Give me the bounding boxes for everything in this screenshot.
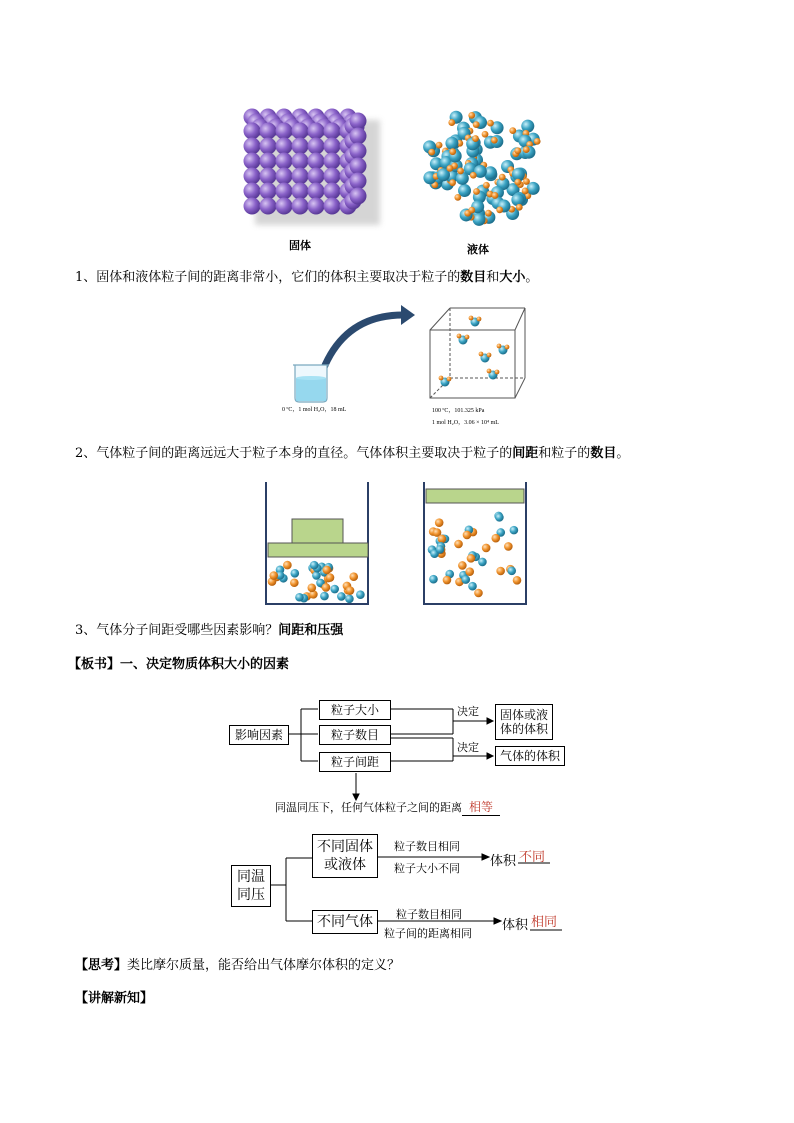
expanded-gas-particle: [435, 518, 444, 527]
solid-particle: [324, 153, 341, 170]
piston-plate-high: [426, 489, 524, 503]
expanded-gas-particle: [458, 561, 467, 570]
liquid-particle-small: [473, 121, 480, 128]
solid-particle: [244, 183, 261, 200]
solid-particle: [276, 153, 293, 170]
liquid-particle-small: [468, 112, 475, 119]
liquid-particle-small: [492, 192, 499, 199]
condition-2b: 粒子间的距离相同: [384, 927, 472, 940]
solid-particle: [350, 128, 367, 145]
water-hydrogen: [447, 377, 452, 382]
think-paragraph: [75, 957, 400, 975]
volume-answer-1: 不同: [519, 850, 546, 865]
solid-particle: [308, 138, 325, 155]
water-hydrogen: [457, 334, 462, 339]
volume-label-2: 体积: [502, 918, 529, 933]
paragraph-1-bold-number: 数目: [460, 270, 487, 285]
solid-particle: [308, 183, 325, 200]
expanded-gas-particle: [491, 534, 500, 543]
liquid-particle-small: [514, 147, 521, 154]
expanded-gas-particle: [495, 513, 504, 522]
compressed-gas-particle: [337, 592, 346, 601]
water-hydrogen: [477, 317, 482, 322]
solid-particle: [292, 153, 309, 170]
liquid-particle-small: [448, 119, 455, 126]
compressed-gas-particle: [326, 573, 335, 582]
water-hydrogen: [505, 345, 510, 350]
particle-number-box: 粒子数目: [319, 725, 391, 745]
transition-arrow: [323, 315, 403, 370]
solid-particle: [308, 168, 325, 185]
liquid-particle-small: [468, 207, 475, 214]
solid-particle: [260, 198, 277, 215]
solid-particle: [350, 188, 367, 205]
paragraph-2-mid: 和粒子的: [538, 446, 591, 461]
water-hydrogen: [497, 344, 502, 349]
water-hydrogen: [439, 376, 444, 381]
compressed-gas-particle: [349, 572, 358, 581]
compressed-gas-particle: [322, 566, 331, 575]
liquid-particle-small: [514, 179, 521, 186]
expanded-gas-particle: [478, 558, 487, 567]
solid-particle: [350, 173, 367, 190]
box-caption-line-1: 100 ºC，101.325 kPa: [432, 408, 485, 414]
expanded-gas-particle: [496, 567, 505, 576]
liquid-particle-small: [449, 179, 456, 186]
expanded-gas-particle: [429, 575, 438, 584]
liquid-particle-small: [483, 182, 490, 189]
liquid-particle-large: [473, 213, 486, 226]
liquid-particle-small: [491, 137, 498, 144]
liquid-particle-small: [449, 148, 456, 155]
solid-particle: [308, 123, 325, 140]
equal-distance-text: 同温同压下，任何气体粒子之间的距离: [275, 801, 462, 814]
particle-spacing-box: 粒子间距: [319, 752, 391, 772]
compressed-gas-particle: [310, 561, 319, 570]
expanded-gas-particle: [507, 566, 516, 575]
solid-caption: 固体: [289, 239, 311, 252]
paragraph-3: [75, 622, 343, 640]
liquid-particle-small: [470, 172, 477, 179]
liquid-particle-large: [456, 172, 469, 185]
liquid-particle-small: [522, 188, 529, 195]
expanded-gas-particle: [438, 535, 447, 544]
liquid-particle-small: [457, 168, 464, 175]
expanded-gas-particle: [443, 576, 452, 585]
solid-particle: [350, 113, 367, 130]
expanded-gas-particle: [463, 531, 472, 540]
same-temp-pressure-box: 同温同压: [231, 865, 271, 907]
liquid-particle-small: [523, 178, 530, 185]
solid-particle: [244, 138, 261, 155]
liquid-particle-small: [509, 127, 516, 134]
expanded-gas-particle: [474, 589, 483, 598]
solid-particle: [292, 198, 309, 215]
solid-particle: [292, 168, 309, 185]
liquid-particle-small: [454, 194, 461, 201]
compressed-gas-particle: [320, 592, 329, 601]
solid-particle: [350, 143, 367, 160]
beaker-icon: [293, 365, 329, 402]
volume-label-1: 体积: [490, 854, 517, 869]
expanded-gas-particle: [436, 545, 445, 554]
paragraph-1-and: 和: [486, 270, 500, 285]
new-knowledge-heading: 【讲解新知】: [75, 991, 154, 1006]
think-question: 类比摩尔质量，能否给出气体摩尔体积的定义？: [127, 958, 401, 973]
solid-particle: [276, 183, 293, 200]
volume-comparison-diagram: [228, 828, 573, 943]
compressed-gas-particle: [269, 571, 278, 580]
weight-block: [292, 519, 343, 543]
liquid-particle-small: [496, 206, 503, 213]
solid-particle: [324, 138, 341, 155]
water-hydrogen: [469, 316, 474, 321]
paragraph-1: [75, 269, 538, 287]
condition-1a: 粒子数目相同: [394, 840, 460, 853]
solid-particle: [260, 123, 277, 140]
liquid-particle-small: [473, 188, 480, 195]
paragraph-2-bold-number: 数目: [590, 446, 617, 461]
compressed-gas-particle: [356, 590, 365, 599]
compressed-gas-particle: [322, 583, 331, 592]
solid-particle: [276, 138, 293, 155]
solid-liquid-illustration: [230, 95, 570, 265]
paragraph-2-end: 。: [616, 446, 630, 461]
condition-1b: 粒子大小不同: [394, 862, 460, 875]
paragraph-3-answer: 间距和压强: [278, 623, 344, 638]
compressed-container: [266, 482, 368, 604]
compressed-gas-particle: [290, 578, 299, 587]
water-hydrogen: [479, 352, 484, 357]
factors-box: 影响因素: [229, 725, 289, 745]
solid-liquid-figure: [230, 95, 570, 265]
solid-particle: [260, 138, 277, 155]
result-solid-liquid-volume: 固体或液体的体积: [495, 704, 553, 740]
water-hydrogen: [487, 369, 492, 374]
compressed-gas-particle: [346, 586, 355, 595]
expanded-gas-particle: [482, 544, 491, 553]
solid-particle: [276, 168, 293, 185]
solid-particle: [324, 198, 341, 215]
decide-label-2: 决定: [457, 741, 479, 754]
solid-particle: [244, 168, 261, 185]
compressed-gas-particle: [295, 593, 304, 602]
expanded-gas-particle: [465, 567, 474, 576]
solid-particle: [292, 183, 309, 200]
solid-liquid-box: 不同固体或液体: [312, 834, 378, 878]
compressed-gas-particle: [307, 583, 316, 592]
solid-particle: [292, 138, 309, 155]
box-caption-line-2: 1 mol H₂O，3.06 × 10⁴ mL: [432, 420, 499, 426]
solid-particle: [260, 183, 277, 200]
liquid-particle-small: [523, 146, 530, 153]
equal-distance-note: [275, 796, 500, 816]
arrow-head: [401, 305, 415, 325]
piston-figure: [262, 482, 532, 608]
liquid-particle-small: [534, 138, 541, 145]
liquid-caption: 液体: [467, 243, 489, 256]
solid-particle: [260, 153, 277, 170]
solid-particle: [244, 198, 261, 215]
solid-particle: [244, 153, 261, 170]
paragraph-1-end: 。: [525, 270, 539, 285]
solid-particle: [350, 158, 367, 175]
liquid-particle-small: [482, 131, 489, 138]
solid-particle: [324, 168, 341, 185]
particle-size-box: 粒子大小: [319, 700, 391, 720]
paragraph-2-text: 2、气体粒子间的距离远远大于粒子本身的直径。气体体积主要取决于粒子的: [75, 446, 513, 461]
liquid-particle-small: [485, 210, 492, 217]
paragraph-2: [75, 445, 629, 463]
liquid-particle-large: [445, 137, 458, 150]
solid-particle: [276, 123, 293, 140]
paragraph-1-text: 1、固体和液体粒子间的距离非常小，它们的体积主要取决于粒子的: [75, 270, 461, 285]
liquid-particle-small: [436, 142, 443, 149]
liquid-particle-small: [516, 204, 523, 211]
solid-particle: [244, 123, 261, 140]
compressed-gas-particle: [330, 585, 339, 594]
condition-2a: 粒子数目相同: [396, 908, 462, 921]
expanded-gas-particle: [513, 576, 522, 585]
solid-particle: [292, 123, 309, 140]
liquid-particle-small: [472, 135, 479, 142]
result-gas-volume: 气体的体积: [495, 746, 565, 766]
piston-plate: [268, 543, 368, 557]
water-hydrogen: [465, 335, 470, 340]
expanded-gas-particle: [467, 554, 476, 563]
solid-particle: [308, 153, 325, 170]
compressed-gas-particle: [345, 595, 354, 604]
solid-particle: [324, 183, 341, 200]
water-hydrogen: [495, 370, 500, 375]
liquid-particle-small: [499, 174, 506, 181]
volume-answer-2: 相同: [531, 915, 558, 930]
water-hydrogen: [487, 353, 492, 358]
beaker-caption: 0 ºC，1 mol H₂O，18 mL: [282, 407, 347, 413]
paragraph-3-question: 3、气体分子间距受哪些因素影响？: [75, 623, 279, 638]
liquid-particle-small: [487, 120, 494, 127]
paragraph-1-bold-size: 大小: [499, 270, 526, 285]
expanded-gas-particle: [454, 540, 463, 549]
solid-particle: [324, 123, 341, 140]
piston-illustration: [262, 482, 532, 608]
solid-particle: [276, 198, 293, 215]
solid-particle: [260, 168, 277, 185]
think-label: 【思考】: [75, 958, 128, 973]
solid-particle: [308, 198, 325, 215]
equal-distance-answer: 相等: [462, 798, 500, 816]
liquid-particle-small: [428, 149, 435, 156]
compressed-gas-particle: [283, 561, 292, 570]
board-heading: 【板书】一、决定物质体积大小的因素: [68, 657, 290, 672]
expanded-gas-particle: [461, 575, 470, 584]
expanded-gas-particle: [510, 526, 519, 535]
expanded-gas-particle: [504, 542, 513, 551]
liquid-particle-small: [446, 165, 453, 172]
decide-label-1: 决定: [457, 705, 479, 718]
compressed-gas-particle: [312, 571, 321, 580]
gas-box-label: 不同气体: [312, 910, 378, 934]
compressed-gas-particle: [291, 569, 300, 578]
expanded-gas-particle: [468, 582, 477, 591]
paragraph-2-bold-spacing: 间距: [512, 446, 539, 461]
